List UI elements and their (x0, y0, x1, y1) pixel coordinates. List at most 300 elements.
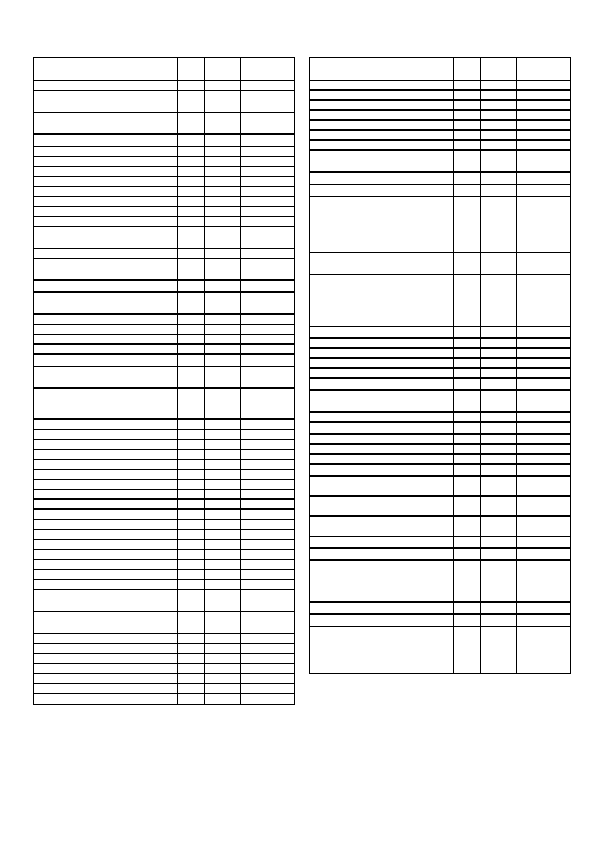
right-table-cell (481, 91, 517, 101)
left-table-cell (34, 135, 178, 147)
left-table-cell (241, 135, 294, 147)
left-table-cell (205, 644, 241, 654)
right-table-cell (310, 627, 454, 673)
right-table-cell (310, 465, 454, 477)
left-table-cell (241, 460, 294, 470)
right-table-cell (517, 379, 570, 391)
left-table-cell (34, 570, 178, 580)
right-table-cell (481, 497, 517, 517)
left-table-cell (34, 355, 178, 367)
right-table-cell (481, 253, 517, 275)
left-table-cell (241, 207, 294, 217)
left-table-cell (178, 500, 205, 510)
left-table-cell (205, 227, 241, 249)
left-table-cell (241, 345, 294, 355)
right-table-cell (454, 173, 481, 185)
right-table-cell (454, 369, 481, 379)
left-table-cell (205, 58, 241, 81)
right-table-cell (517, 413, 570, 423)
right-table-cell (481, 517, 517, 537)
right-table-cell (481, 349, 517, 359)
right-table-cell (517, 253, 570, 275)
left-table-cell (178, 147, 205, 157)
left-table-cell (178, 420, 205, 430)
left-table-cell (205, 674, 241, 684)
right-table-cell (517, 121, 570, 131)
left-table-cell (205, 335, 241, 345)
right-table-cell (310, 615, 454, 627)
left-table-cell (205, 510, 241, 520)
left-table-cell (178, 367, 205, 389)
left-table-cell (178, 249, 205, 259)
right-table-cell (481, 339, 517, 349)
right-table-cell (454, 477, 481, 497)
left-table-cell (241, 520, 294, 530)
right-table-cell (454, 327, 481, 339)
right-table-cell (454, 497, 481, 517)
right-table-cell (310, 455, 454, 465)
right-table-cell (454, 603, 481, 615)
left-table-cell (178, 217, 205, 227)
right-table-cell (481, 275, 517, 327)
right-table-cell (310, 58, 454, 81)
left-table-cell (34, 281, 178, 293)
right-table-cell (454, 185, 481, 197)
left-table-cell (34, 480, 178, 490)
left-table-cell (34, 460, 178, 470)
left-table-cell (178, 590, 205, 612)
left-table-cell (178, 430, 205, 440)
right-table-cell (454, 101, 481, 111)
right-table-cell (481, 603, 517, 615)
left-table-cell (241, 177, 294, 187)
left-table-cell (34, 345, 178, 355)
left-table-cell (241, 530, 294, 540)
left-table-cell (178, 580, 205, 590)
left-table-cell (241, 389, 294, 420)
left-table-cell (178, 644, 205, 654)
right-table-cell (517, 445, 570, 455)
right-table-cell (481, 58, 517, 81)
left-table-cell (241, 281, 294, 293)
left-table-cell (34, 500, 178, 510)
right-table-cell (310, 275, 454, 327)
left-table-cell (178, 187, 205, 197)
right-table-cell (310, 413, 454, 423)
left-table-cell (241, 430, 294, 440)
right-table-cell (310, 517, 454, 537)
right-table-cell (310, 445, 454, 455)
right-table-cell (481, 131, 517, 141)
right-table-cell (310, 477, 454, 497)
right-table-cell (481, 455, 517, 465)
left-table-cell (178, 654, 205, 664)
left-table-cell (205, 550, 241, 560)
left-table-cell (34, 335, 178, 345)
right-table-cell (481, 141, 517, 151)
right-table-cell (454, 131, 481, 141)
right-table-cell (517, 151, 570, 173)
left-table-cell (241, 580, 294, 590)
right-table-cell (481, 391, 517, 413)
right-table-cell (517, 391, 570, 413)
right-table (309, 57, 571, 674)
left-table-cell (178, 207, 205, 217)
left-table-cell (205, 81, 241, 91)
left-table-cell (241, 227, 294, 249)
right-table-cell (517, 185, 570, 197)
left-table-cell (34, 490, 178, 500)
right-table-cell (454, 627, 481, 673)
right-table-cell (310, 91, 454, 101)
left-table-cell (34, 389, 178, 420)
left-table-cell (205, 440, 241, 450)
left-table-cell (178, 91, 205, 113)
right-table-cell (454, 413, 481, 423)
left-table-cell (34, 470, 178, 480)
right-table-cell (310, 435, 454, 445)
left-table-cell (241, 420, 294, 430)
left-table-cell (205, 249, 241, 259)
left-table-cell (178, 540, 205, 550)
left-table-cell (205, 684, 241, 694)
left-table-cell (241, 293, 294, 315)
right-table-cell (454, 455, 481, 465)
right-table-cell (310, 151, 454, 173)
right-table-cell (310, 141, 454, 151)
left-table-cell (241, 187, 294, 197)
left-table-cell (205, 157, 241, 167)
left-table-cell (178, 480, 205, 490)
right-table-cell (454, 537, 481, 549)
left-table-cell (241, 58, 294, 81)
right-table-cell (517, 349, 570, 359)
left-table-cell (205, 634, 241, 644)
right-table-cell (310, 549, 454, 561)
left-table-cell (205, 430, 241, 440)
right-table-cell (481, 111, 517, 121)
left-table-cell (178, 197, 205, 207)
right-table-cell (481, 549, 517, 561)
left-table-cell (205, 147, 241, 157)
left-table-cell (241, 560, 294, 570)
right-table-cell (310, 603, 454, 615)
right-table-cell (454, 561, 481, 603)
left-table-cell (241, 249, 294, 259)
right-table-cell (481, 81, 517, 91)
left-table-cell (205, 135, 241, 147)
right-table-cell (517, 58, 570, 81)
left-table-cell (34, 510, 178, 520)
right-table-cell (454, 253, 481, 275)
right-table-cell (517, 627, 570, 673)
left-table-cell (241, 147, 294, 157)
left-table-cell (34, 694, 178, 704)
left-table-cell (178, 293, 205, 315)
left-table-cell (34, 167, 178, 177)
left-table-cell (178, 315, 205, 325)
left-table-cell (241, 367, 294, 389)
right-table-cell (310, 101, 454, 111)
right-table-cell (517, 131, 570, 141)
left-table-cell (178, 113, 205, 135)
right-table-cell (517, 497, 570, 517)
right-table-cell (454, 339, 481, 349)
right-table-cell (454, 349, 481, 359)
left-table-cell (205, 177, 241, 187)
left-table-cell (241, 664, 294, 674)
left-table-cell (34, 259, 178, 281)
right-table-cell (517, 477, 570, 497)
left-table-cell (205, 470, 241, 480)
left-table-cell (205, 207, 241, 217)
right-table-cell (454, 517, 481, 537)
right-table-cell (454, 58, 481, 81)
right-table-cell (454, 445, 481, 455)
left-table-cell (34, 420, 178, 430)
right-table-cell (517, 275, 570, 327)
left-table-cell (205, 345, 241, 355)
right-table-cell (310, 537, 454, 549)
left-table-cell (205, 694, 241, 704)
right-table-cell (310, 561, 454, 603)
right-table-cell (310, 497, 454, 517)
right-table-cell (454, 275, 481, 327)
left-table-cell (34, 207, 178, 217)
left-table (33, 57, 295, 705)
left-table-cell (241, 440, 294, 450)
right-table-cell (481, 173, 517, 185)
left-table-cell (205, 460, 241, 470)
left-table-cell (178, 81, 205, 91)
right-table-cell (310, 339, 454, 349)
left-table-cell (34, 293, 178, 315)
left-table-cell (241, 684, 294, 694)
right-table-cell (454, 141, 481, 151)
left-table-cell (205, 570, 241, 580)
right-table-cell (310, 349, 454, 359)
left-table-cell (34, 644, 178, 654)
left-table-cell (178, 450, 205, 460)
left-table-cell (34, 430, 178, 440)
right-table-cell (310, 379, 454, 391)
left-table-cell (178, 674, 205, 684)
right-table-cell (517, 369, 570, 379)
left-table-cell (178, 560, 205, 570)
left-table-cell (205, 590, 241, 612)
left-table-cell (205, 325, 241, 335)
right-table-cell (517, 197, 570, 253)
left-table-cell (241, 500, 294, 510)
left-table-cell (205, 293, 241, 315)
right-table-cell (517, 327, 570, 339)
left-table-cell (178, 530, 205, 540)
right-table-cell (481, 379, 517, 391)
left-table-cell (205, 420, 241, 430)
left-table-cell (241, 480, 294, 490)
right-table-cell (454, 379, 481, 391)
right-table-cell (481, 445, 517, 455)
right-table-cell (517, 81, 570, 91)
left-table-cell (205, 113, 241, 135)
left-table-cell (205, 530, 241, 540)
right-table-cell (454, 81, 481, 91)
left-table-cell (34, 157, 178, 167)
left-table-cell (241, 570, 294, 580)
right-table-cell (517, 141, 570, 151)
right-table-cell (310, 81, 454, 91)
right-table-cell (454, 121, 481, 131)
left-table-cell (205, 580, 241, 590)
right-table-cell (310, 369, 454, 379)
left-table-cell (178, 510, 205, 520)
left-table-cell (178, 550, 205, 560)
left-table-cell (205, 217, 241, 227)
right-table-cell (454, 615, 481, 627)
left-table-cell (34, 315, 178, 325)
left-table-cell (241, 590, 294, 612)
left-table-cell (178, 440, 205, 450)
right-table-cell (481, 327, 517, 339)
right-table-cell (310, 197, 454, 253)
left-table-cell (178, 135, 205, 147)
left-table-cell (241, 113, 294, 135)
left-table-cell (205, 654, 241, 664)
left-table-cell (34, 580, 178, 590)
right-table-cell (517, 435, 570, 445)
left-table-cell (205, 367, 241, 389)
right-table-cell (481, 413, 517, 423)
left-table-cell (178, 470, 205, 480)
right-table-cell (481, 359, 517, 369)
left-table-cell (241, 674, 294, 684)
left-table-cell (205, 259, 241, 281)
right-table-cell (454, 111, 481, 121)
right-table-cell (310, 185, 454, 197)
left-table-cell (178, 281, 205, 293)
right-table-cell (454, 465, 481, 477)
left-table-cell (205, 520, 241, 530)
left-table-cell (241, 217, 294, 227)
right-table-cell (454, 197, 481, 253)
left-table-cell (205, 664, 241, 674)
right-table-cell (481, 151, 517, 173)
left-table-cell (178, 570, 205, 580)
right-table-cell (454, 91, 481, 101)
left-table-cell (241, 157, 294, 167)
right-table-cell (310, 391, 454, 413)
right-table-cell (481, 477, 517, 497)
right-table-cell (481, 369, 517, 379)
right-table-cell (481, 615, 517, 627)
left-table-cell (178, 355, 205, 367)
left-table-cell (178, 227, 205, 249)
right-table-cell (517, 465, 570, 477)
right-table-cell (310, 131, 454, 141)
right-table-cell (481, 101, 517, 111)
left-table-cell (205, 560, 241, 570)
right-table-cell (481, 197, 517, 253)
right-table-cell (517, 339, 570, 349)
left-table-cell (205, 450, 241, 460)
left-table-cell (241, 167, 294, 177)
left-table-cell (34, 674, 178, 684)
right-table-cell (481, 561, 517, 603)
right-table-cell (454, 151, 481, 173)
left-table-cell (178, 634, 205, 644)
left-table-cell (241, 612, 294, 634)
left-table-cell (34, 81, 178, 91)
left-table-cell (178, 612, 205, 634)
left-table-cell (241, 91, 294, 113)
left-table-cell (178, 157, 205, 167)
right-table-cell (454, 435, 481, 445)
left-table-cell (178, 664, 205, 674)
left-table-cell (178, 520, 205, 530)
left-table-cell (241, 335, 294, 345)
left-table-cell (178, 325, 205, 335)
left-table-cell (205, 187, 241, 197)
left-table-cell (178, 335, 205, 345)
left-table-cell (34, 177, 178, 187)
left-table-cell (241, 694, 294, 704)
left-table-cell (34, 540, 178, 550)
left-table-cell (241, 81, 294, 91)
left-table-cell (34, 550, 178, 560)
left-table-cell (241, 197, 294, 207)
right-table-cell (310, 423, 454, 435)
right-table-cell (481, 537, 517, 549)
right-table-cell (517, 91, 570, 101)
left-table-cell (205, 389, 241, 420)
left-table-cell (34, 91, 178, 113)
left-table-cell (205, 315, 241, 325)
right-table-cell (454, 549, 481, 561)
left-table-cell (178, 460, 205, 470)
left-table-cell (34, 147, 178, 157)
right-table-cell (517, 101, 570, 111)
left-table-cell (241, 634, 294, 644)
left-table-cell (34, 217, 178, 227)
right-table-cell (481, 423, 517, 435)
left-table-cell (241, 325, 294, 335)
left-table-cell (34, 187, 178, 197)
left-table-cell (34, 227, 178, 249)
left-table-cell (34, 367, 178, 389)
right-table-cell (481, 435, 517, 445)
right-table-cell (310, 359, 454, 369)
left-table-cell (178, 490, 205, 500)
left-table-cell (205, 540, 241, 550)
left-table-cell (241, 470, 294, 480)
left-table-cell (178, 167, 205, 177)
left-table-cell (205, 480, 241, 490)
left-table-cell (241, 550, 294, 560)
left-table-cell (241, 490, 294, 500)
right-table-cell (481, 465, 517, 477)
left-table-cell (205, 167, 241, 177)
right-table-cell (517, 173, 570, 185)
left-table-cell (34, 664, 178, 674)
left-table-cell (34, 249, 178, 259)
right-table-cell (454, 391, 481, 413)
left-table-cell (205, 281, 241, 293)
left-table-cell (241, 355, 294, 367)
right-table-cell (454, 423, 481, 435)
left-table-cell (205, 197, 241, 207)
left-table-cell (34, 560, 178, 570)
left-table-cell (34, 197, 178, 207)
